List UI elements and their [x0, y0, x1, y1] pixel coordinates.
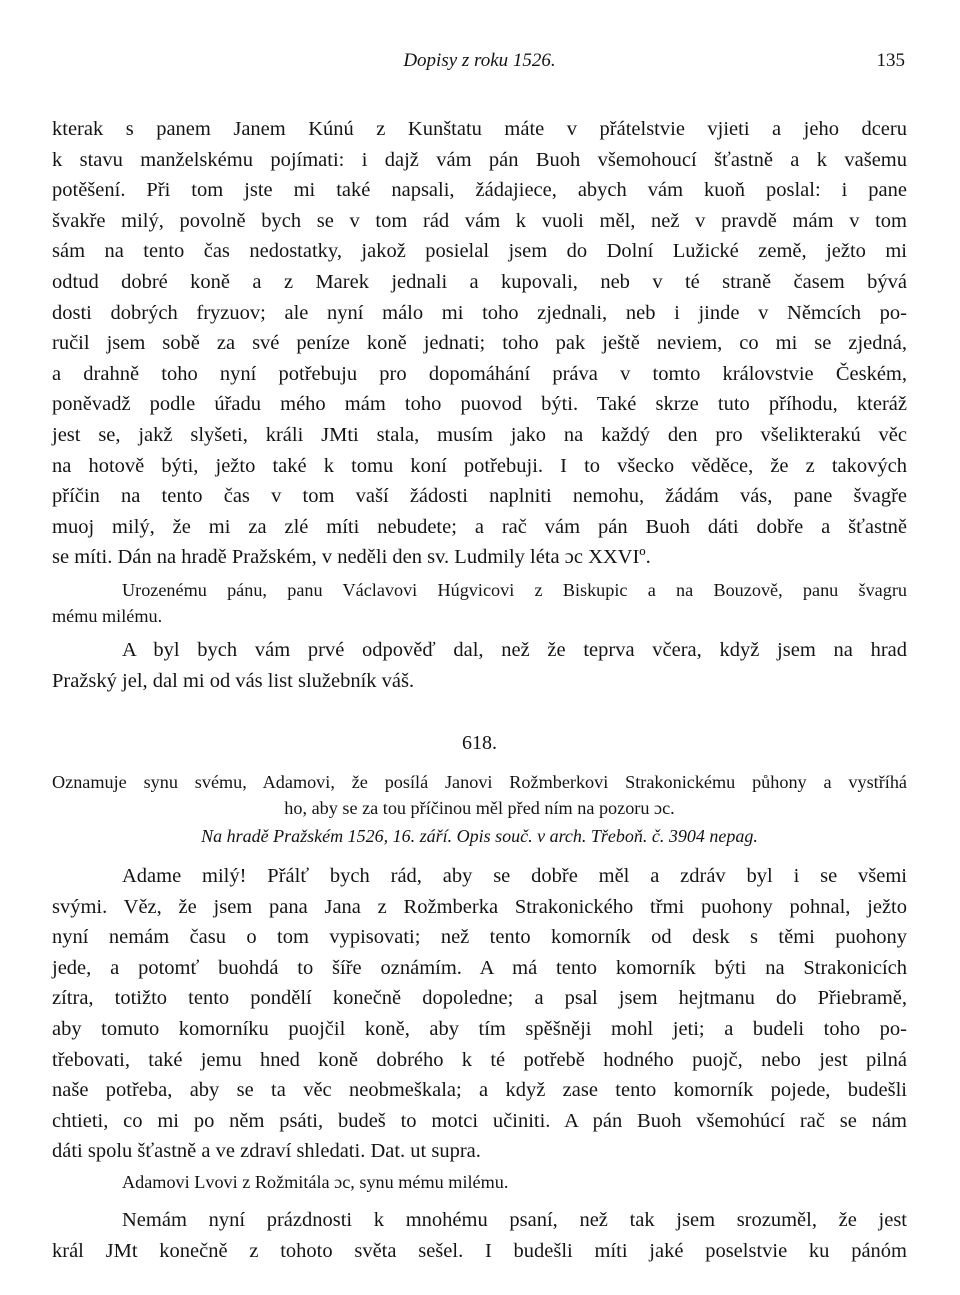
book-page [52, 46, 907, 1266]
text-line: odtud dobré koně a z Marek jednali a kupovali, neb v té straně časem bývá [52, 270, 907, 293]
text-line: naše potřeba, aby se ta věc neobmeškala; a když zase tento komorník pojede, budešli [52, 1079, 907, 1102]
text-line: kterak s panem Janem Kúnú z Kunštatu máte v přátelstvie vjieti a jeho dceru [52, 118, 907, 140]
letter-617-address [52, 577, 907, 629]
text-line: dosti dobrých fryzuov; ale nyní málo mi toho zjednali, neb i jinde v Němcích po- [52, 301, 907, 324]
text-line: Adame milý! Přálť bych rád, aby se dobře měl a zdráv byl i se všemi [122, 865, 907, 888]
text-line: muoj milý, že mi za zlé míti nebudete; a rač vám pán Buoh dáti dobře a šťastně [52, 515, 907, 538]
text-line: třebovati, také jemu hned koně dobrého k té potřebě hodného puojč, nebo jest pilná [52, 1048, 907, 1071]
text-line: švakře milý, povolně bych se v tom rád vám k vuoli měl, než v pravdě mám v tom [52, 209, 907, 232]
summary-line: Oznamuje synu svému, Adamovi, že posílá Janovi Rožmberkovi Strakonickému půhony a vystříhá [52, 772, 907, 793]
letter-number: 618. [462, 732, 497, 755]
text-line: ručil jsem sobě za své peníze koně jednati; toho pak ještě neviem, co mi se zjedná, [52, 332, 907, 355]
running-title: Dopisy z roku 1526. [403, 50, 556, 71]
address-line: Adamovi Lvovi z Rožmitála ɔc, synu mému milému. [122, 1172, 509, 1193]
postscript-line: Pražský jel, dal mi od vás list služebník váš. [52, 669, 415, 692]
page-header [52, 46, 907, 76]
letter-summary [52, 769, 907, 821]
address-line: mému milému. [52, 605, 163, 626]
address-line: Urozenému pánu, panu Václavovi Húgvicovi z Biskupic a na Bouzově, panu švagru [122, 579, 907, 600]
text-line: nyní nemám času o tom vypisovati; než tento komorník od desk s těmi puohony [52, 926, 907, 949]
text-line: příčin na tento čas v tom vaší žádosti naplniti nemohu, žádám vás, pane švagře [52, 485, 907, 508]
postscript-line: A byl bych vám prvé odpověď dal, než že teprva včera, když jsem na hrad [122, 638, 907, 661]
letter-618-postscript [52, 1205, 907, 1266]
page-number: 135 [876, 50, 905, 71]
text-line: svými. Věz, že jsem pana Jana z Rožmberka Strakonického třmi puohony pohnal, ježto [52, 895, 907, 918]
letter-617-postscript [52, 635, 907, 696]
text-line: se míti. Dán na hradě Pražském, v neděli den sv. Ludmily léta ɔc XXVIº. [52, 546, 651, 569]
text-line: sám na tento čas nedostatky, jakož posielal jsem do Dolní Lužické země, ježto mi [52, 240, 907, 263]
letter-618-body [52, 861, 907, 1167]
text-line: jest se, jakž slyšeti, králi JMti stala, musím jako na každý den pro všelikterakú věc [52, 423, 907, 446]
text-line: poněvadž podle úřadu mého mám toho puovod býti. Také skrze tuto příhodu, kteráž [52, 393, 907, 416]
text-line: potěšení. Při tom jste mi také napsali, žádajiece, abych vám kuoň poslal: i pane [52, 179, 907, 202]
text-line: k stavu manželskému pojímati: i dajž vám pán Buoh všemohoucí šťastně a k vašemu [52, 148, 907, 171]
text-line: dáti spolu šťastně a ve zdraví shledati. Dat. ut supra. [52, 1140, 481, 1163]
postscript-line: Nemám nyní prázdnosti k mnohému psaní, než tak jsem srozuměl, že jest [122, 1209, 907, 1232]
text-line: zítra, totižto tento pondělí konečně dopoledne; a psal jsem hejtmanu do Přiebramě, [52, 987, 907, 1010]
dateline: Na hradě Pražském 1526, 16. září. Opis souč. v arch. Třeboň. č. 3904 nepag. [201, 826, 758, 847]
text-line: na hotově býti, ježto také k tomu koní potřebuji. I to všecko věděce, že z takových [52, 454, 907, 477]
postscript-line: král JMt konečně z tohoto světa sešel. I budešli míti jaké poselstvie ku pánóm [52, 1239, 907, 1262]
letter-618-address [52, 1169, 907, 1195]
text-line: a drahně toho nyní potřebuju pro dopomáhání práva v tomto královstvie Českém, [52, 362, 907, 385]
text-line: jede, a potomť buohdá to šíře oznámím. A má tento komorník býti na Strakonicích [52, 956, 907, 979]
text-line: chtieti, co mi po něm psáti, budeš to motci učiniti. A pán Buoh všemohúcí rač se nám [52, 1109, 907, 1132]
summary-line: ho, aby se za tou příčinou měl před ním na pozoru ɔc. [284, 798, 675, 819]
letter-617-end [52, 114, 907, 573]
text-line: aby tomuto komorníku puojčil koně, aby tím spěšněji mohl jeti; a budeli toho po- [52, 1018, 907, 1041]
